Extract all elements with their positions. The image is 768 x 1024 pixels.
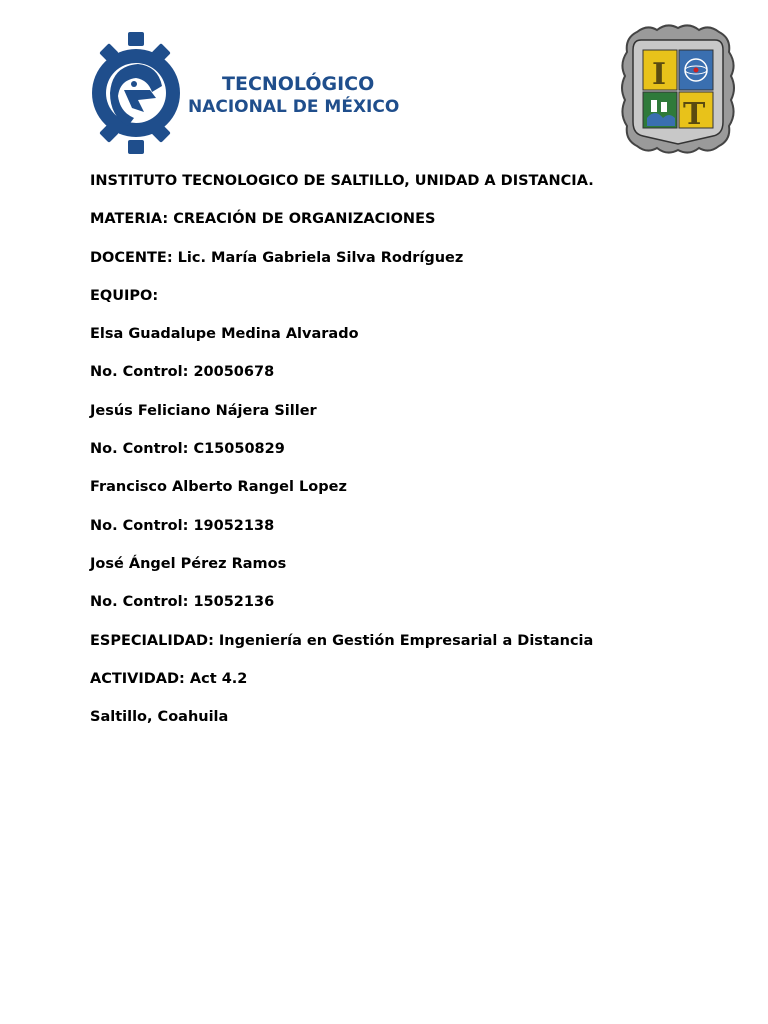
document-body bbox=[90, 170, 710, 744]
instituto-tecnologico-seal bbox=[617, 22, 739, 156]
seal-letter-i: I bbox=[652, 57, 667, 92]
specialty-line: ESPECIALIDAD: Ingeniería en Gestión Empresarial a Distancia bbox=[90, 632, 594, 649]
subject-line: MATERIA: CREACIÓN DE ORGANIZACIONES bbox=[90, 211, 436, 228]
member-control-number: No. Control: C15050829 bbox=[90, 441, 285, 458]
member-control-number: No. Control: 19052138 bbox=[90, 517, 275, 534]
member-name: Francisco Alberto Rangel Lopez bbox=[90, 479, 347, 496]
member-name: Elsa Guadalupe Medina Alvarado bbox=[90, 326, 359, 343]
seal-letter-t: T bbox=[683, 97, 706, 132]
member-name: Jesús Feliciano Nájera Siller bbox=[90, 402, 317, 419]
institution-line: INSTITUTO TECNOLOGICO DE SALTILLO, UNIDAD A DISTANCIA. bbox=[90, 173, 594, 189]
member-name: José Ángel Pérez Ramos bbox=[90, 555, 287, 572]
team-heading: EQUIPO: bbox=[90, 287, 159, 304]
activity-line: ACTIVIDAD: Act 4.2 bbox=[90, 670, 248, 687]
tecnm-logo-line1: TECNOLÓGICO bbox=[222, 73, 375, 95]
member-control-number: No. Control: 15052136 bbox=[90, 594, 275, 611]
member-control-number: No. Control: 20050678 bbox=[90, 364, 275, 381]
teacher-line: DOCENTE: Lic. María Gabriela Silva Rodríguez bbox=[90, 249, 464, 266]
tecnm-logo bbox=[94, 30, 400, 156]
tecnm-logo-line2: NACIONAL DE MÉXICO bbox=[188, 97, 400, 117]
location-line: Saltillo, Coahuila bbox=[90, 709, 229, 726]
